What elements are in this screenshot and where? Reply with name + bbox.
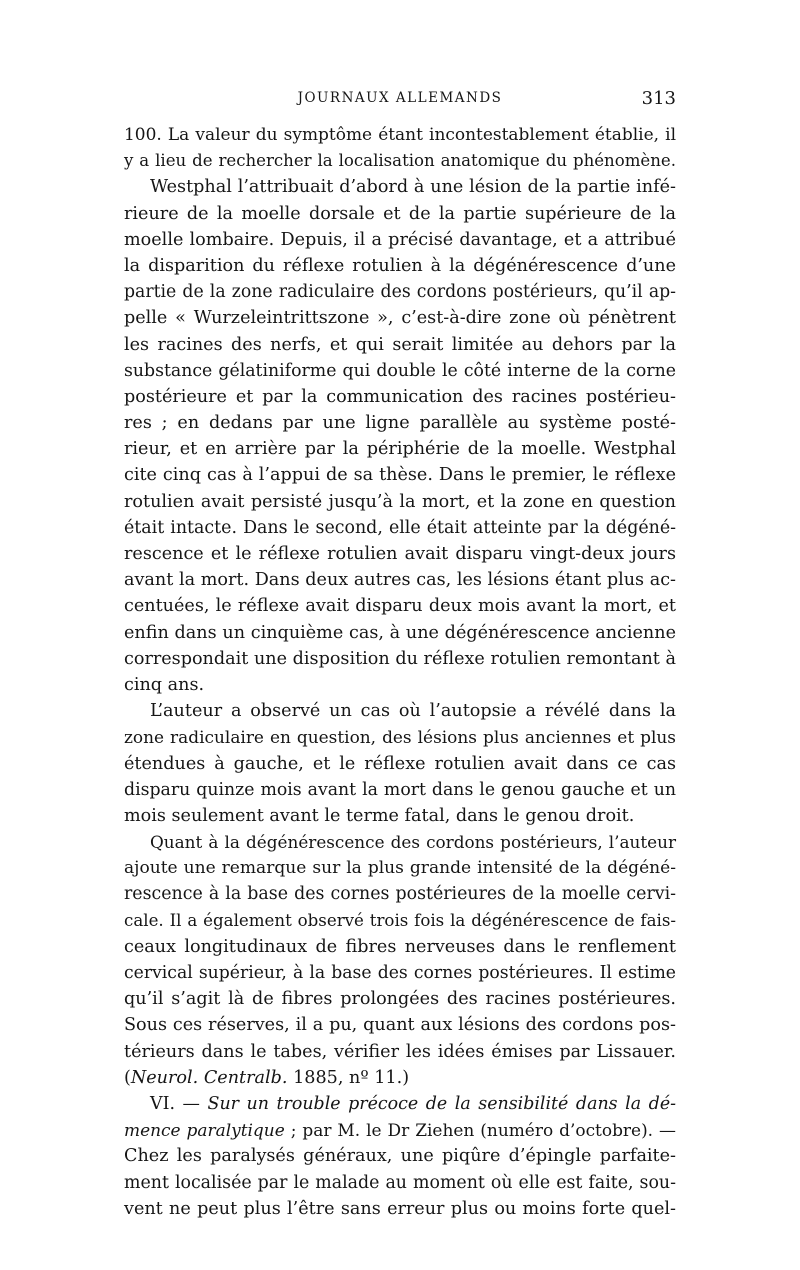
text-line [124,201,676,227]
text-line [124,489,676,515]
text-segment: pelle « Wurzeleintrittszone », c’est-à-dire zone où pénètrent [124,308,676,329]
text-segment: L’auteur a observé un cas où l’autopsie a révélé dans la [150,701,676,722]
text-segment: qu’il s’agit là de fibres prolongées des racines postérieures. [124,989,676,1010]
text-line [124,908,676,934]
text-segment: disparu quinze mois avant la mort dans le genou gauche et un [124,779,676,800]
text-line [124,777,676,803]
text-line [124,960,676,986]
text-line [124,358,676,384]
text-segment: ajoute une remarque sur la plus grande intensité de la dégéné- [124,858,676,879]
text-line [124,620,676,646]
text-segment: rieure de la moelle dorsale et de la partie supérieure de la [124,203,676,224]
text-segment: cale. Il a également observé trois fois la dégénérescence de fais- [124,910,676,930]
text-line [124,672,676,698]
text-line [124,410,676,436]
text-line [124,698,676,724]
text-segment: cervical supérieur, à la base des cornes postérieures. Il estime [124,963,676,983]
text-segment: ceaux longitudinaux de fibres nerveuses dans le renflement [124,936,676,957]
text-segment: y a lieu de rechercher la localisation anatomique du phénomène. [124,151,676,171]
text-segment: 100. La valeur du symptôme étant incontestablement établie, il [124,125,676,145]
text-segment: Westphal l’attribuait d’abord à une lésion de la partie infé- [150,177,676,198]
text-line [124,751,676,777]
text-segment: enfin dans un cinquième cas, à une dégénérescence ancienne [124,622,676,643]
page-number: 313 [641,88,676,109]
text-segment: substance gélatiniforme qui double le côté interne de la corne [124,360,676,381]
text-segment: ( [124,1067,131,1088]
text-segment: correspondait une disposition du réflexe rotulien remontant à [124,648,676,669]
text-line [124,1170,676,1196]
text-segment: centuées, le réflexe avait disparu deux mois avant la mort, et [124,596,676,617]
text-segment: postérieure et par la communication des racines postérieu- [124,386,676,407]
text-segment: res ; en dedans par une ligne parallèle au système posté- [124,413,676,434]
text-line [124,541,676,567]
text-line [124,279,676,305]
text-line [124,462,676,488]
text-line [124,148,676,174]
text-segment: Quant à la dégénérescence des cordons postérieurs, l’auteur [150,832,676,853]
text-segment: était intacte. Dans le second, elle était atteinte par la dégéné- [124,517,676,538]
text-segment: 1885, nº 11.) [287,1067,410,1088]
running-head [124,88,676,114]
italic-text: mence paralytique [124,1120,285,1141]
text-segment: vent ne peut plus l’être sans erreur plus ou moins forte quel- [124,1198,676,1219]
italic-text: Neurol. Centralb. [130,1067,288,1088]
text-line [124,567,676,593]
running-title: JOURNAUX ALLEMANDS [297,90,503,106]
text-line [124,332,676,358]
text-line [124,384,676,410]
text-segment: rieur, et en arrière par la périphérie de la moelle. Westphal [124,439,676,460]
text-line [124,436,676,462]
text-line [124,986,676,1012]
text-line [124,803,676,829]
text-segment: rescence et le réflexe rotulien avait disparu vingt-deux jours [124,544,676,564]
text-line [124,515,676,541]
text-segment: étendues à gauche, et le réflexe rotulien avait dans ce cas [124,753,676,774]
text-segment: VI. — [150,1093,208,1114]
text-line [124,724,676,750]
text-segment: rotulien avait persisté jusqu’à la mort, et la zone en question [124,491,676,512]
text-segment: mois seulement avant le terme fatal, dans le genou droit. [124,805,635,826]
text-line [124,593,676,619]
text-line [124,305,676,331]
text-segment: avant la mort. Dans deux autres cas, les lésions étant plus ac- [124,570,676,591]
italic-text: Sur un trouble précoce de la sensibilité dans la dé- [207,1093,676,1114]
text-line [124,122,676,148]
text-line [124,1117,676,1143]
text-segment: ment localisée par le malade au moment où elle est faite, sou- [124,1172,676,1193]
text-line [124,934,676,960]
text-line [124,174,676,200]
text-line [124,1012,676,1038]
text-segment: cite cinq cas à l’appui de sa thèse. Dans le premier, le réflexe [124,465,676,486]
text-line [124,1196,676,1222]
text-segment: moelle lombaire. Depuis, il a précisé davantage, et a attribué [124,229,676,250]
text-segment: les racines des nerfs, et qui serait limitée au dehors par la [124,334,676,355]
text-line [124,1039,676,1065]
text-line [124,227,676,253]
text-segment: rescence à la base des cornes postérieures de la moelle cervi- [124,884,676,905]
body-text [124,122,676,1222]
text-line [124,646,676,672]
text-line [124,855,676,881]
text-segment: Sous ces réserves, il a pu, quant aux lésions des cordons pos- [124,1015,676,1036]
text-line [124,881,676,907]
text-segment: zone radiculaire en question, des lésions plus anciennes et plus [124,727,676,748]
text-segment: ; par M. le Dr Ziehen (numéro d’octobre). — [284,1120,676,1141]
text-segment: la disparition du réflexe rotulien à la dégénérescence d’une [124,255,676,276]
text-segment: Chez les paralysés généraux, une piqûre d’épingle parfaite- [124,1146,676,1167]
text-line [124,829,676,855]
text-line [124,253,676,279]
text-segment: partie de la zone radiculaire des cordons postérieurs, qu’il ap- [124,282,676,303]
text-segment: cinq ans. [124,674,205,695]
text-line [124,1065,676,1091]
text-segment: térieurs dans le tabes, vérifier les idées émises par Lissauer. [124,1041,676,1062]
text-line [124,1091,676,1117]
text-line [124,1143,676,1169]
